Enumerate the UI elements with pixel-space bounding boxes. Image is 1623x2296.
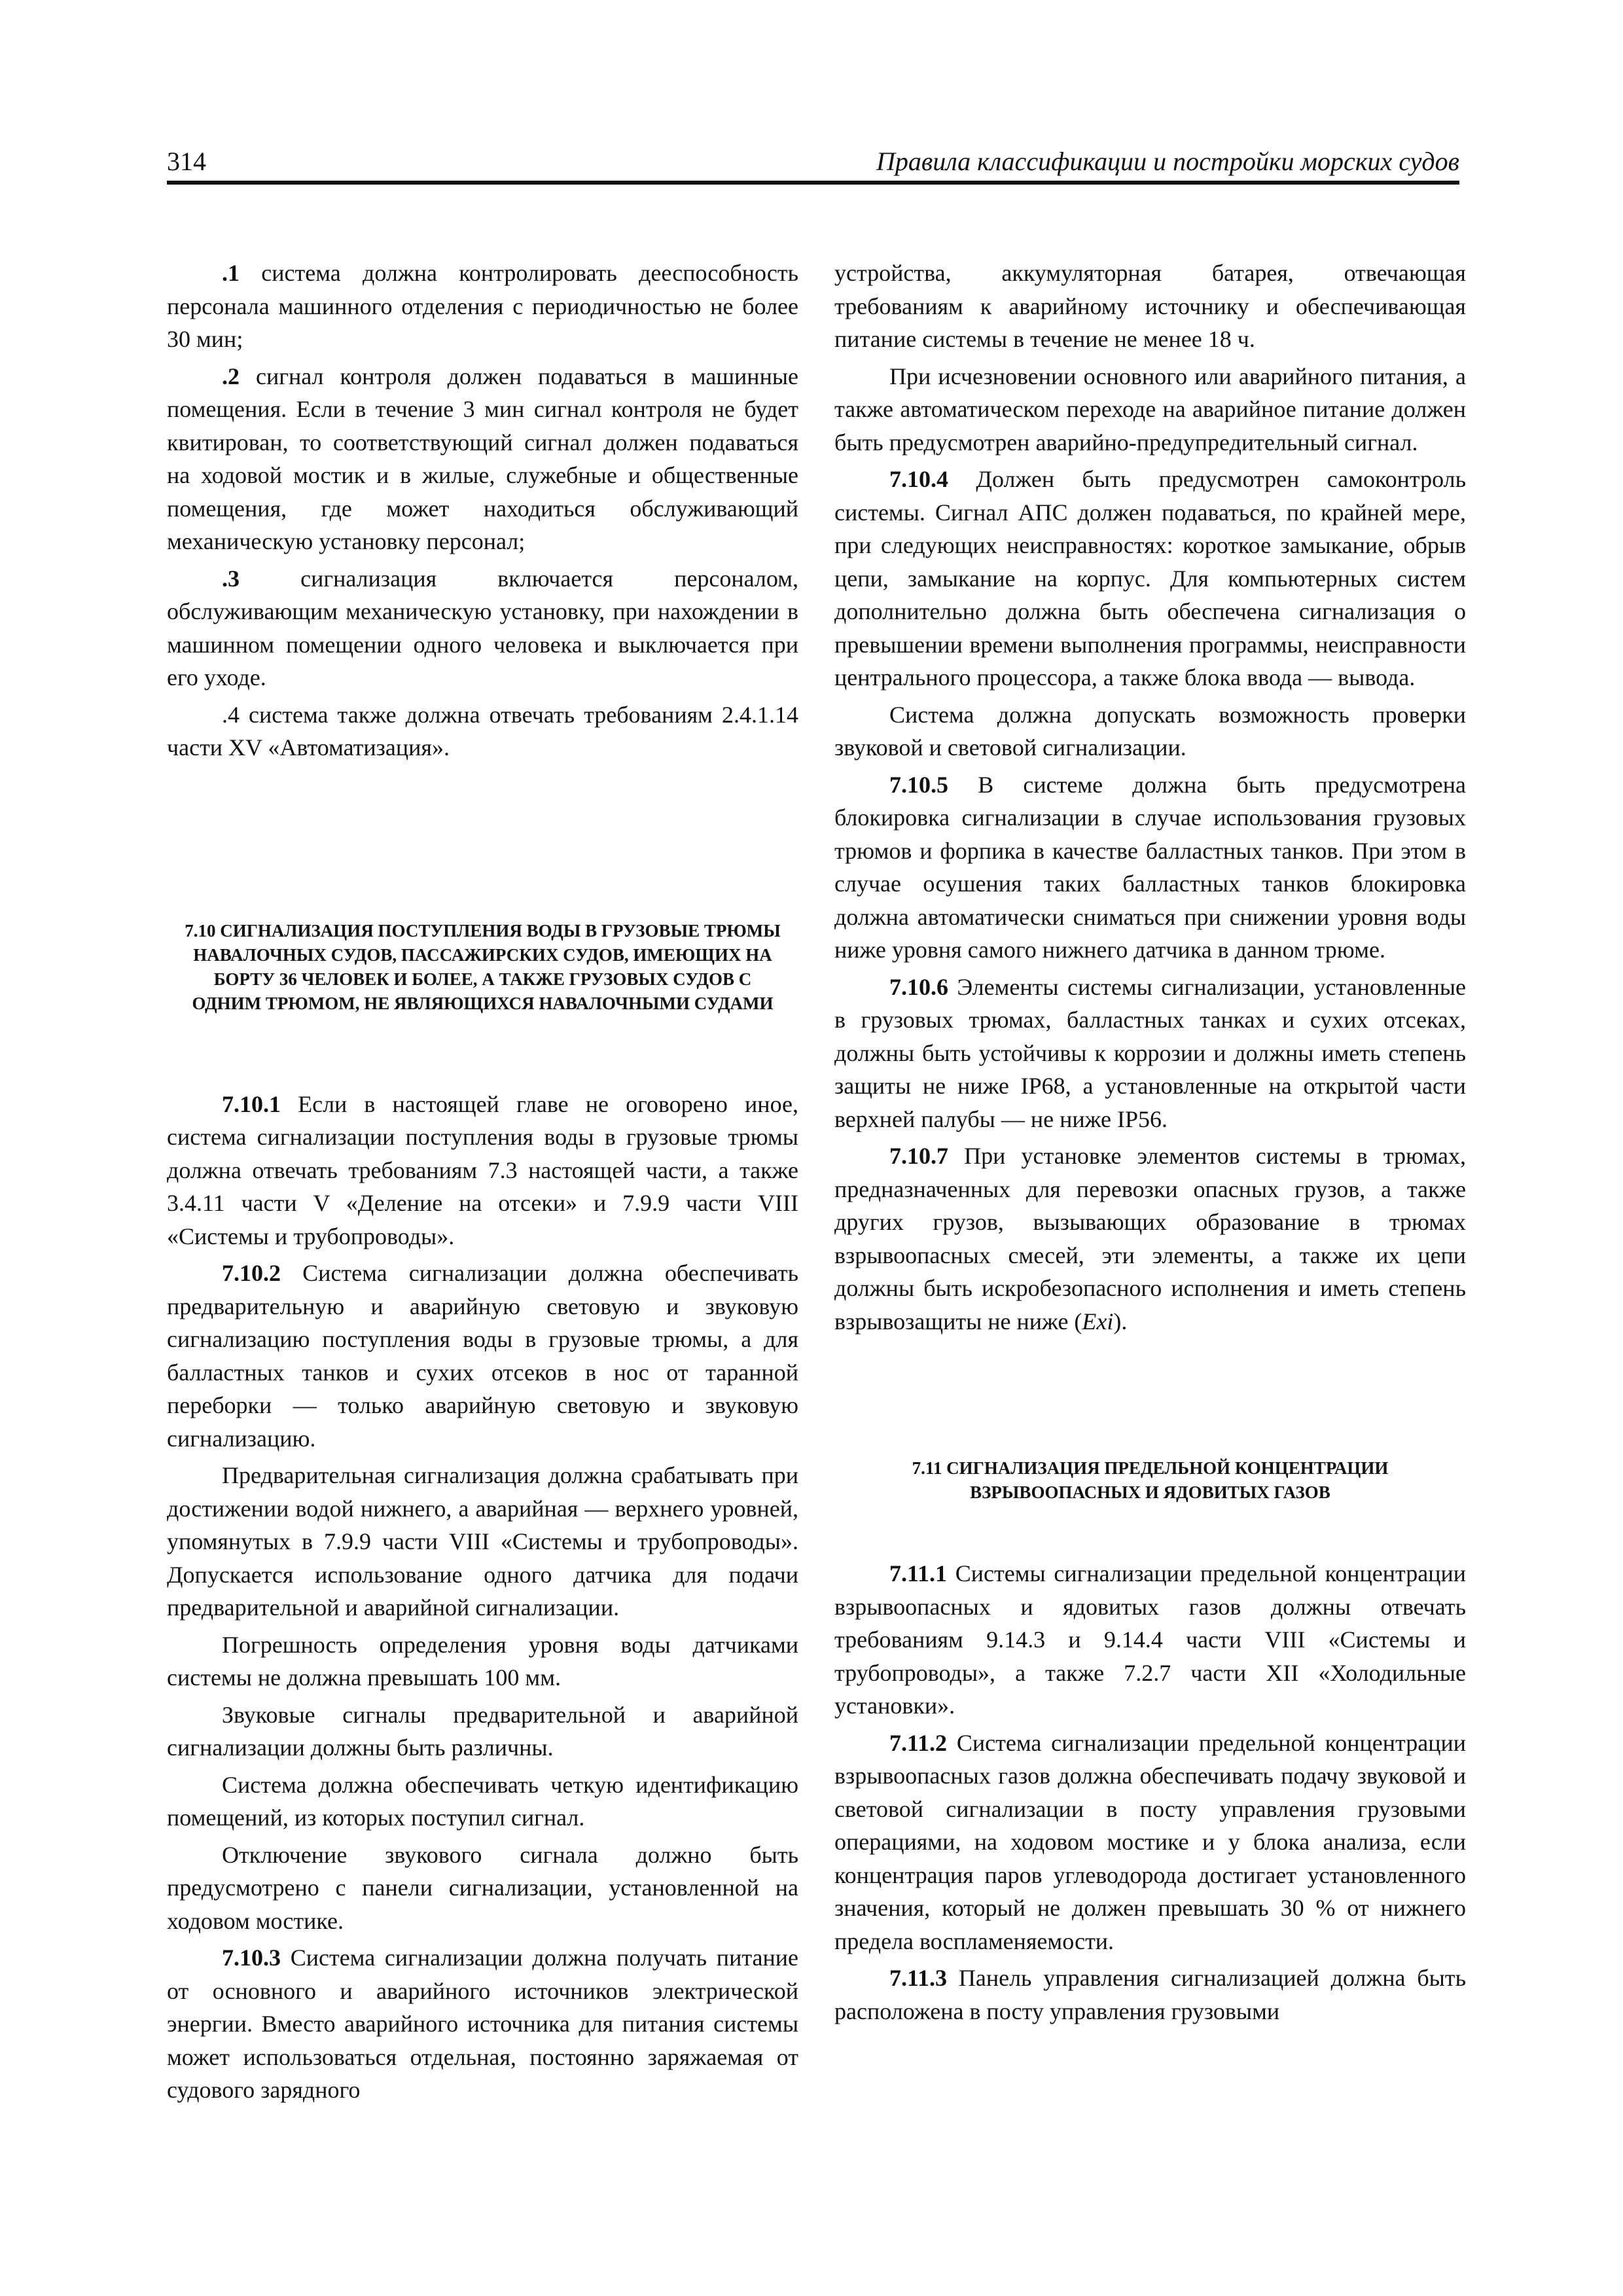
right-column — [834, 257, 1466, 2032]
item-number: .2 — [222, 363, 240, 389]
clause-text: В системе должна быть предусмотрена блокировка сигнализации в случае использования грузовых трюмов и форпика в качестве балластных танков. При этом в случае осушения таких балластных танков блокировка должна автоматически сниматься при снижении уровня воды ниже уровня самого нижнего датчика в данном трюме. — [834, 771, 1466, 963]
clause-number: 7.11.3 — [889, 1965, 948, 1991]
spacer — [834, 1342, 1466, 1456]
paragraph: Система должна допускать возможность проверки звуковой и световой сигнализации. — [834, 701, 1466, 761]
clause-text: Системы сигнализации предельной концентрации взрывоопасных и ядовитых газов должны отвечать требованиям 9.14.3 и 9.14.4 части VIII «Системы и трубопроводы», а также 7.2.7 части XII «Холодильные установки». — [834, 1560, 1466, 1719]
paragraph: Погрешность определения уровня воды датчиками системы не должна превышать 100 мм. — [167, 1631, 798, 1691]
paragraph: При исчезновении основного или аварийного питания, а также автоматическом переходе на аварийное питание должен быть предусмотрен аварийно-предупредительный сигнал. — [834, 363, 1466, 456]
paragraph-7-10-6 — [834, 971, 1466, 1136]
clause-number: 7.10.2 — [222, 1260, 281, 1286]
clause-text: Должен быть предусмотрен самоконтроль системы. Сигнал АПС должен подаваться, по крайней мере, при следующих неисправностях: короткое замыкание, обрыв цепи, замыкание на корпус. Для компьютерных систем дополнительно должна быть обеспечена сигнализация о превышении времени выполнения программы, неисправности центрального процессора, а также блока ввода — вывода. — [834, 466, 1466, 691]
paragraph-7-11-3 — [834, 1962, 1466, 2028]
clause-text: Элементы системы сигнализации, установленные в грузовых трюмах, балластных танках и сухих отсеках, должны быть устойчивы к коррозии и должны иметь степень защиты не ниже IP68, а установленные на открытой части верхней палубы — не ниже IP56. — [834, 973, 1466, 1132]
clause-number: 7.10.4 — [889, 466, 948, 492]
clause-number: 7.10.5 — [889, 771, 948, 798]
clause-text: Панель управления сигнализацией должна быть расположена в посту управления грузовыми — [834, 1965, 1466, 2024]
item-text: сигнал контроля должен подаваться в машинные помещения. Если в течение 3 мин сигнал контроля не будет квитирован, то соответствующий сигнал должен подаваться на ходовой мостик и в жилые, служебные и общественные помещения, где может находиться обслуживающий механическую установку персонал; — [167, 363, 798, 554]
section-heading-7-10: 7.10 СИГНАЛИЗАЦИЯ ПОСТУПЛЕНИЯ ВОДЫ В ГРУЗОВЫЕ ТРЮМЫ НАВАЛОЧНЫХ СУДОВ, ПАССАЖИРСКИХ СУДОВ, ИМЕЮЩИХ НА БОРТУ 36 ЧЕЛОВЕК И БОЛЕЕ, А ТАКЖЕ ГРУЗОВЫХ СУДОВ С ОДНИМ ТРЮМОМ, НЕ ЯВЛЯЮЩИХСЯ НАВАЛОЧНЫМИ СУДАМИ — [185, 920, 781, 1013]
section-heading-7-11: 7.11 СИГНАЛИЗАЦИЯ ПРЕДЕЛЬНОЙ КОНЦЕНТРАЦИИ ВЗРЫВООПАСНЫХ И ЯДОВИТЫХ ГАЗОВ — [912, 1458, 1389, 1502]
paragraph: Предварительная сигнализация должна срабатывать при достижении водой нижнего, а аварийная — верхнего уровней, упомянутых в 7.9.9 части VIII «Системы и трубопроводы». Допускается использование одного датчика для подачи предварительной и аварийной сигнализации. — [167, 1462, 798, 1621]
item-number: .4 — [222, 701, 240, 728]
list-item — [167, 698, 798, 764]
clause-number: 7.11.2 — [889, 1729, 948, 1756]
page-header — [167, 141, 1459, 185]
paragraph-7-10-3 — [167, 1941, 798, 2107]
clause-number: 7.10.6 — [889, 973, 948, 1000]
clause-text: Система сигнализации должна получать питание от основного и аварийного источников электрической энергии. Вместо аварийного источника для питания системы может использоваться отдельная, постоянно заряжаемая от судового зарядного — [167, 1945, 798, 2103]
item-text: система также должна отвечать требованиям 2.4.1.14 части XV «Автоматизация». — [167, 701, 798, 761]
explosion-protection-mark: Exi — [1082, 1308, 1114, 1335]
item-number: .1 — [222, 260, 240, 286]
paragraph-7-10-5 — [834, 768, 1466, 967]
paragraph-7-11-1 — [834, 1557, 1466, 1723]
list-item — [167, 257, 798, 356]
clause-number: 7.10.3 — [222, 1945, 281, 1971]
paragraph-7-10-7 — [834, 1139, 1466, 1338]
spacer — [834, 1505, 1466, 1557]
paragraph-7-10-4 — [834, 463, 1466, 694]
paragraph: Система должна обеспечивать четкую идентификацию помещений, из которых поступил сигнал. — [167, 1771, 798, 1831]
clause-text: Система сигнализации предельной концентрации взрывоопасных газов должна обеспечивать подачу звуковой и световой сигнализации в посту управления грузовыми операциями, на ходовом мостике и у блока анализа, если концентрация паров углеводорода достигает установленного значения, который не должен превышать 30 % от нижнего предела воспламеняемости. — [834, 1729, 1466, 1954]
spacer — [167, 1016, 798, 1088]
spacer — [167, 768, 798, 919]
clause-text: При установке элементов системы в трюмах, предназначенных для перевозки опасных грузов, а также других грузов, вызывающих образование в трюмах взрывоопасных смесей, эти элементы, а также их цепи должны быть искробезопасного исполнения и иметь степень взрывозащиты не ниже ( — [834, 1143, 1466, 1335]
left-column — [167, 257, 798, 2111]
list-item — [167, 562, 798, 694]
item-text: сигнализация включается персоналом, обслуживающим механическую установку, при нахождении в машинном помещении одного человека и выключается при его уходе. — [167, 565, 798, 691]
paragraph: Звуковые сигналы предварительной и аварийной сигнализации должны быть различны. — [167, 1701, 798, 1761]
list-item — [167, 360, 798, 558]
item-number: .3 — [222, 565, 240, 592]
clause-text-end: ). — [1113, 1308, 1128, 1335]
clause-number: 7.11.1 — [889, 1560, 948, 1587]
clause-text: Система сигнализации должна обеспечивать предварительную и аварийную световую и звуковую сигнализацию поступления воды в грузовые трюмы, а для балластных танков и сухих отсеков в нос от таранной переборки — только аварийную световую и звуковую сигнализацию. — [167, 1260, 798, 1452]
item-text: система должна контролировать дееспособность персонала машинного отделения с периодичностью не более 30 мин; — [167, 260, 798, 352]
paragraph: Отключение звукового сигнала должно быть предусмотрено с панели сигнализации, установленной на ходовом мостике. — [167, 1841, 798, 1934]
paragraph-7-10-2 — [167, 1257, 798, 1455]
running-title: Правила классификации и постройки морских судов — [876, 147, 1459, 176]
paragraph-7-11-2 — [834, 1727, 1466, 1958]
clause-text: Если в настоящей главе не оговорено иное, система сигнализации поступления воды в грузовые трюмы должна отвечать требованиям 7.3 настоящей части, а также 3.4.11 части V «Деление на отсеки» и 7.9.9 части VIII «Системы и трубопроводы». — [167, 1090, 798, 1249]
clause-number: 7.10.1 — [222, 1090, 281, 1117]
clause-number: 7.10.7 — [889, 1143, 948, 1169]
page-number: 314 — [167, 147, 206, 176]
paragraph-continued: устройства, аккумуляторная батарея, отвечающая требованиям к аварийному источнику и обеспечивающая питание системы в течение не менее 18 ч. — [834, 260, 1466, 352]
paragraph-7-10-1 — [167, 1088, 798, 1253]
